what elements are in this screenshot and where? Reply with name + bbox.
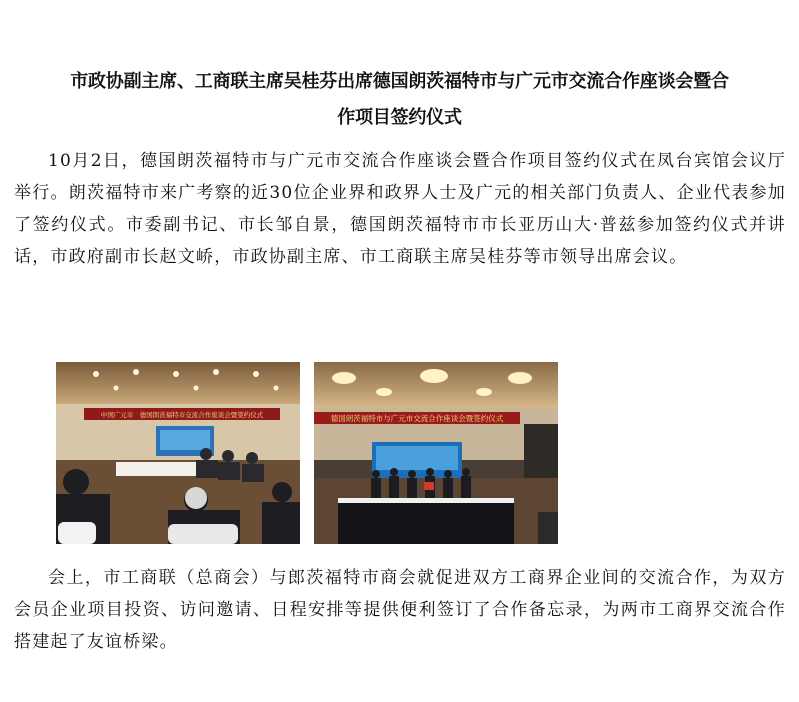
article-paragraph-2: 会上，市工商联（总商会）与郎茨福特市商会就促进双方工商界企业间的交流合作，为双方会员企业项目投资、访问邀请、日程安排等提供便利签订了合作备忘录，为两市工商界交流合作搭建起了友谊桥梁。 [14,568,786,652]
article-title [0,64,799,136]
photo2-banner-text: 德国朗茨福特市与广元市交流合作座谈会暨签约仪式 [330,414,504,423]
meeting-photo [56,362,300,544]
article-title-line2: 作项目签约仪式 [337,107,462,128]
signing-ceremony-photo [314,362,558,544]
photo1-banner-text: 中国广元市 德国朗茨福特市交流合作座谈会暨签约仪式 [100,411,264,419]
article-paragraph-1: 10月2日，德国朗茨福特市与广元市交流合作座谈会暨合作项目签约仪式在凤台宾馆会议厅举行。朗茨福特市来广考察的近30位企业界和政界人士及广元的相关部门负责人、企业代表参加了签约仪式。市委副书记、市长邹自景，德国朗茨福特市市长亚历山大·普兹参加签约仪式并讲话，市政府副市长赵文峤，市政协副主席、市工商联主席吴桂芬等市领导出席会议。 [14,151,786,267]
article-title-line1: 市政协副主席、工商联主席吴桂芬出席德国朗茨福特市与广元市交流合作座谈会暨合 [70,71,729,92]
